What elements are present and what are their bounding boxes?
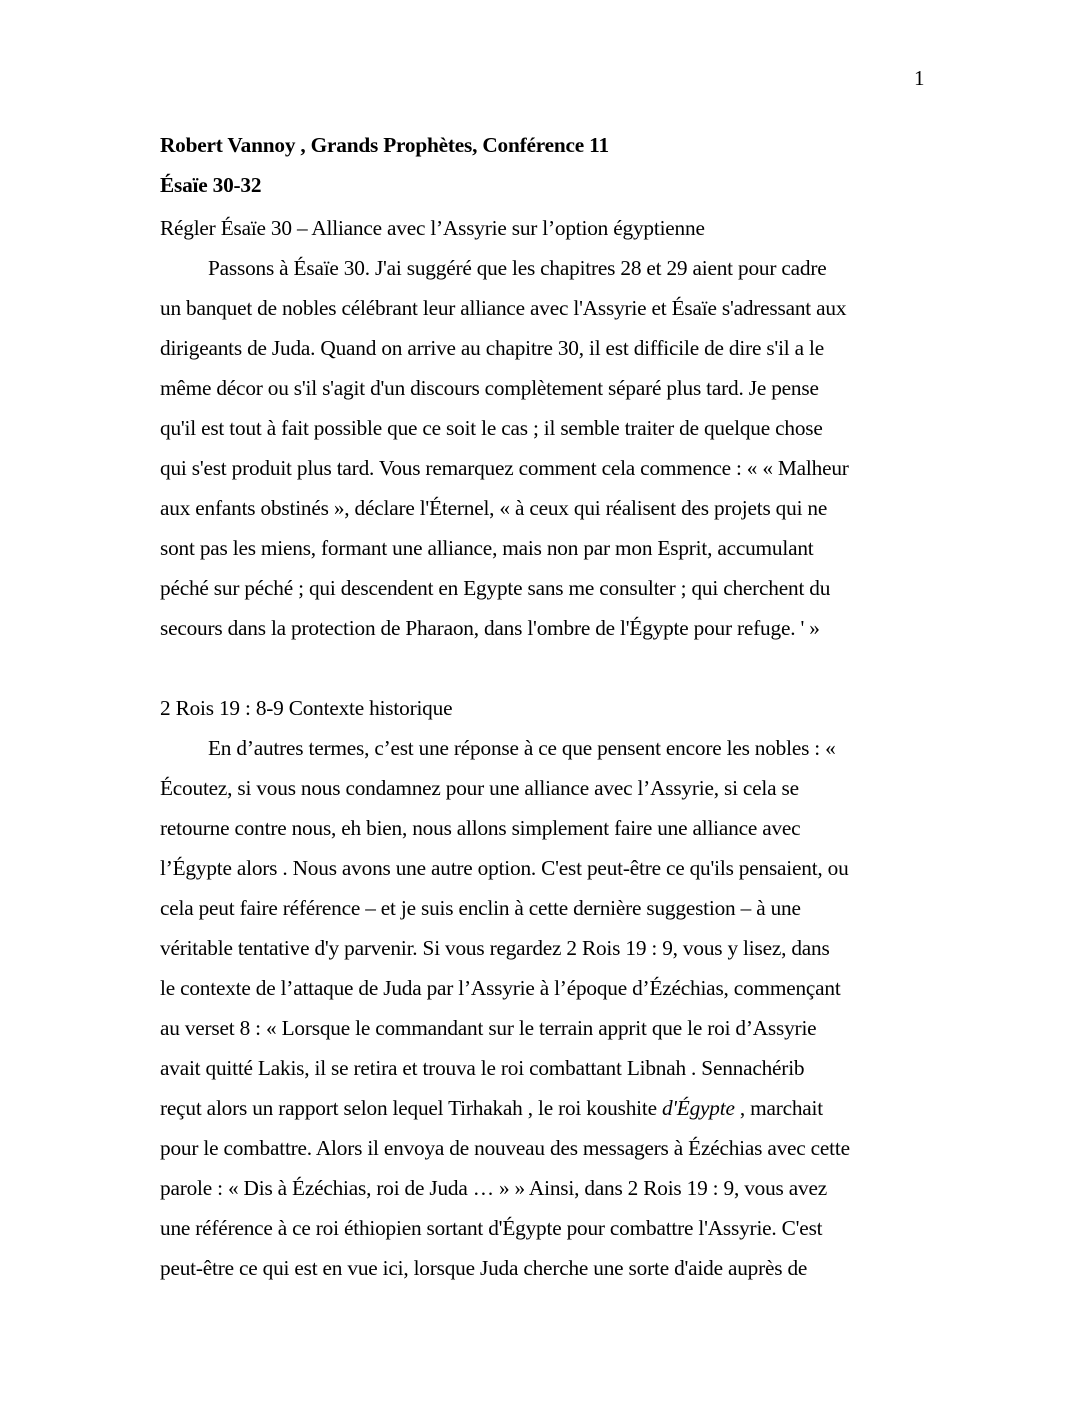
text-line: qu'il est tout à fait possible que ce soit le cas ; il semble traiter de quelque chose (160, 416, 823, 440)
page-number: 1 (914, 66, 925, 90)
text-line: même décor ou s'il s'agit d'un discours complètement séparé plus tard. Je pense (160, 376, 819, 400)
text-line: cela peut faire référence – et je suis enclin à cette dernière suggestion – à une (160, 896, 801, 920)
text-line: un banquet de nobles célébrant leur alliance avec l'Assyrie et Ésaïe s'adressant aux (160, 296, 847, 320)
text-line: une référence à ce roi éthiopien sortant d'Égypte pour combattre l'Assyrie. C'est (160, 1216, 823, 1240)
text-line: peut-être ce qui est en vue ici, lorsque Juda cherche une sorte d'aide auprès de (160, 1256, 808, 1280)
text-line: secours dans la protection de Pharaon, dans l'ombre de l'Égypte pour refuge. ' » (160, 616, 820, 640)
document-body (160, 125, 940, 1288)
section-heading: 2 Rois 19 : 8-9 Contexte historique (160, 696, 453, 720)
text-line: aux enfants obstinés », déclare l'Éternel, « à ceux qui réalisent des projets qui ne (160, 496, 828, 520)
paragraph (160, 248, 940, 648)
text-line: En d’autres termes, c’est une réponse à ce que pensent encore les nobles : « (208, 736, 836, 760)
section-heading: Régler Ésaïe 30 – Alliance avec l’Assyrie sur l’option égyptienne (160, 216, 705, 240)
document-subtitle: Ésaïe 30-32 (160, 173, 262, 197)
text-line: pour le combattre. Alors il envoya de nouveau des messagers à Ézéchias avec cette (160, 1136, 850, 1160)
text-line (160, 1088, 940, 1128)
text-line: Écoutez, si vous nous condamnez pour une alliance avec l’Assyrie, si cela se (160, 776, 799, 800)
text-line: au verset 8 : « Lorsque le commandant sur le terrain apprit que le roi d’Assyrie (160, 1016, 817, 1040)
text-line: dirigeants de Juda. Quand on arrive au chapitre 30, il est difficile de dire s'il a le (160, 336, 824, 360)
text-line: parole : « Dis à Ézéchias, roi de Juda … » » Ainsi, dans 2 Rois 19 : 9, vous avez (160, 1176, 827, 1200)
text-line: qui s'est produit plus tard. Vous remarquez comment cela commence : « « Malheur (160, 456, 849, 480)
text-line: péché sur péché ; qui descendent en Egypte sans me consulter ; qui cherchent du (160, 576, 831, 600)
text-segment: reçut alors un rapport selon lequel Tirhakah , le roi koushite (160, 1096, 662, 1120)
text-line: Passons à Ésaïe 30. J'ai suggéré que les chapitres 28 et 29 aient pour cadre (208, 256, 827, 280)
paragraph (160, 728, 940, 1288)
text-segment: , marchait (734, 1096, 823, 1120)
document-title: Robert Vannoy , Grands Prophètes, Conférence 11 (160, 133, 609, 157)
text-line: véritable tentative d'y parvenir. Si vous regardez 2 Rois 19 : 9, vous y lisez, dans (160, 936, 830, 960)
text-line: avait quitté Lakis, il se retira et trouva le roi combattant Libnah . Sennachérib (160, 1056, 805, 1080)
italic-text: d'Égypte (661, 1096, 735, 1120)
text-line: le contexte de l’attaque de Juda par l’Assyrie à l’époque d’Ézéchias, commençant (160, 976, 841, 1000)
text-line: sont pas les miens, formant une alliance, mais non par mon Esprit, accumulant (160, 536, 814, 560)
text-line: l’Égypte alors . Nous avons une autre option. C'est peut-être ce qu'ils pensaient, ou (160, 856, 849, 880)
text-line: retourne contre nous, eh bien, nous allons simplement faire une alliance avec (160, 816, 801, 840)
